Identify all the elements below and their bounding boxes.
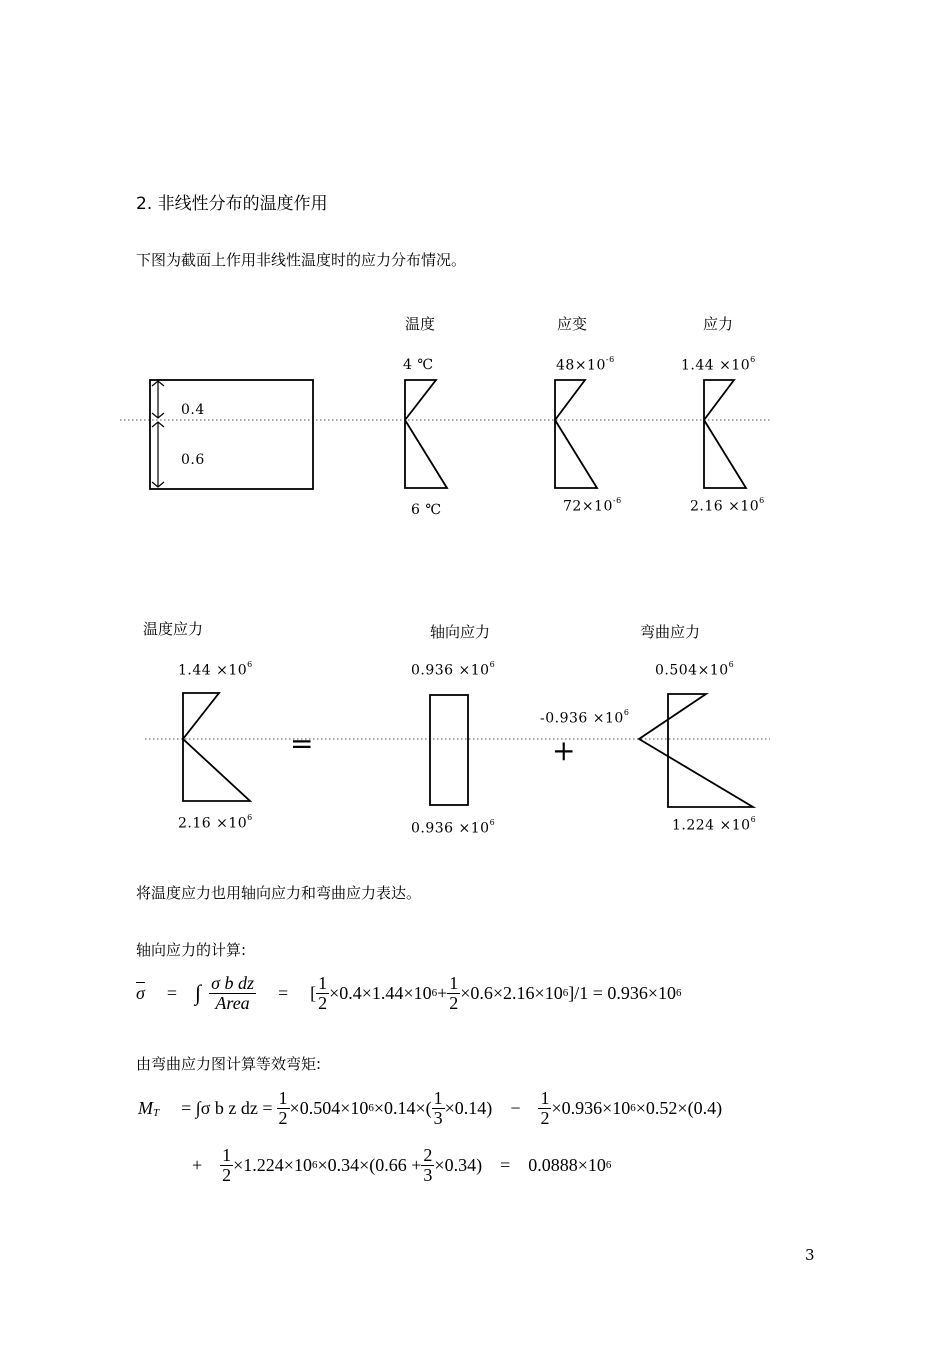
label-strain: 应变 xyxy=(557,315,588,333)
temp-bottom-value: 6 ℃ xyxy=(411,502,442,518)
plus-sign: + xyxy=(552,734,576,767)
thermal-top-value: $1.44 \times 10^6$ xyxy=(178,660,253,679)
strain-bottom-value: $72\times 10^{-6}$ xyxy=(563,496,622,515)
strain-top-value: $48\times 10^{-6}$ xyxy=(556,355,615,374)
intro-text: 下图为截面上作用非线性温度时的应力分布情况。 xyxy=(136,251,467,269)
stress-top-value: $1.44 \times 10^6$ xyxy=(681,355,756,374)
bending-mid-value: $-0.936 \times 10^6$ xyxy=(540,708,630,727)
dim-bottom: 0.6 xyxy=(181,452,205,468)
thermal-bottom-value: $2.16 \times 10^6$ xyxy=(178,813,253,832)
axial-top-value: $0.936 \times 10^6$ xyxy=(411,660,496,679)
express-text: 将温度应力也用轴向应力和弯曲应力表达。 xyxy=(136,884,422,902)
equals-sign: = xyxy=(290,727,314,760)
temperature-profile xyxy=(405,380,447,488)
moment-formula-line1: M $_T$ = ∫σ b z dz = $\frac{1}{2}$ ×0.504×10 6 ×0.14×( $\frac{1}{3}$ ×0.14) − $\frac{1}{2}$ ×0.936×10 6 ×0.52×(0.4) xyxy=(138,1087,723,1128)
moment-formula-line2: + $\frac{1}{2}$ ×1.224×10 6 ×0.34×(0.66 + $\frac{2}{3}$ ×0.34) = 0.0888×10 6 xyxy=(192,1144,612,1185)
dimension-arrows xyxy=(152,381,164,487)
temp-top-value: 4 ℃ xyxy=(403,357,434,373)
strain-profile xyxy=(555,380,597,488)
label-temperature: 温度 xyxy=(405,315,436,333)
axial-stress-rect xyxy=(430,695,468,805)
axial-bottom-value: $0.936 \times 10^6$ xyxy=(411,818,496,837)
axial-calc-text: 轴向应力的计算: xyxy=(136,941,247,959)
axial-formula: $\overline{\sigma}$ = ∫ $\frac{\text{σ b dz}}{\text{Area}}$ = [ $\frac{1}{2}$ ×0.4×1.44×10 6 + $\frac{1}{2}$ ×0.6×2.16×10 6 ]/1 = 0.936×10 6 xyxy=(136,972,682,1013)
thermal-stress-profile xyxy=(183,693,250,801)
label-stress: 应力 xyxy=(703,315,734,333)
page-number: 3 xyxy=(805,1246,815,1264)
moment-calc-text: 由弯曲应力图计算等效弯矩: xyxy=(136,1055,322,1073)
label-thermal-stress: 温度应力 xyxy=(143,620,204,638)
bending-bottom-value: $1.224 \times 10^6$ xyxy=(672,815,757,834)
stress-bottom-value: $2.16 \times 10^6$ xyxy=(690,496,765,515)
bending-stress-profile xyxy=(639,694,753,807)
dim-top: 0.4 xyxy=(181,402,205,418)
section-heading: 2. 非线性分布的温度作用 xyxy=(136,194,328,214)
bending-top-value: $0.504\times 10^6$ xyxy=(655,660,735,679)
cross-section xyxy=(150,380,313,489)
label-bending-stress: 弯曲应力 xyxy=(640,623,701,641)
stress-profile xyxy=(704,380,746,488)
label-axial-stress: 轴向应力 xyxy=(430,623,491,641)
